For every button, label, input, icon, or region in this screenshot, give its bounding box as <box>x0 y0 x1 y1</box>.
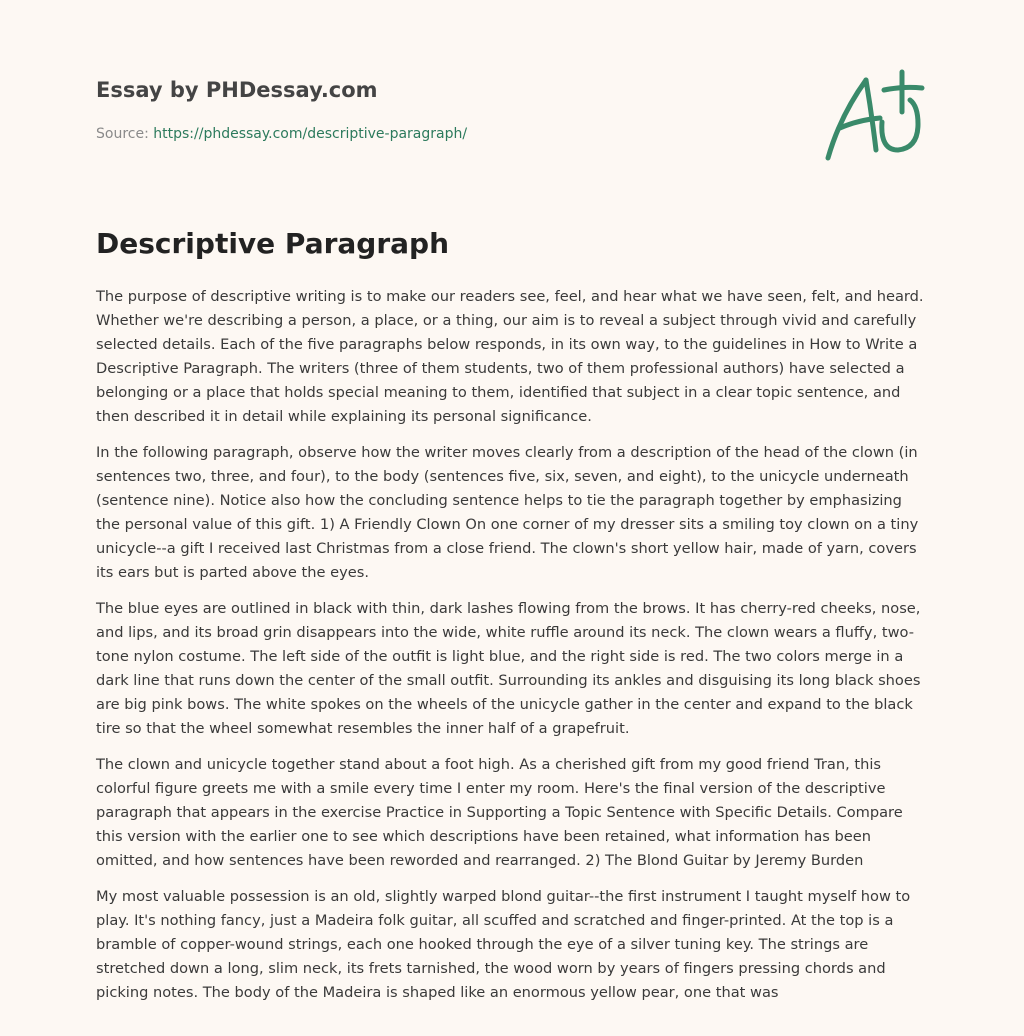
essay-paragraph: The blue eyes are outlined in black with thin, dark lashes flowing from the brows. It has cherry-red cheeks, nose, and lips, and its broad grin disappears into the wide, white ruffle around its neck. The clown wears a fluffy, two-tone nylon costume. The left side of the outfit is light blue, and the right side is red. The two colors merge in a dark line that runs down the center of the small outfit. Surrounding its ankles and disguising its long black shoes are big pink bows. The white spokes on the wheels of the unicycle gather in the center and expand to the black tire so that the wheel somewhat resembles the inner half of a grapefruit. <box>96 600 921 737</box>
site-title: Essay by PHDessay.com <box>96 78 378 102</box>
source-link[interactable]: https://phdessay.com/descriptive-paragraph/ <box>153 126 468 142</box>
source-line <box>96 124 796 144</box>
essay-paragraph: My most valuable possession is an old, slightly warped blond guitar--the first instrument I taught myself how to play. It's nothing fancy, just a Madeira folk guitar, all scuffed and scratched and finger-printed. At the top is a bramble of copper-wound strings, each one hooked through the eye of a silver tuning key. The strings are stretched down a long, slim neck, its frets tarnished, the wood worn by years of fingers pressing chords and picking notes. The body of the Madeira is shaped like an enormous yellow pear, one that was <box>96 888 911 1001</box>
essay-paragraph: In the following paragraph, observe how the writer moves clearly from a description of the head of the clown (in sentences two, three, and four), to the body (sentences five, six, seven, and eight), to the unicycle underneath (sentence nine). Notice also how the concluding sentence helps to tie the paragraph together by emphasizing the personal value of this gift. 1) A Friendly Clown On one corner of my dresser sits a smiling toy clown on a tiny unicycle--a gift I received last Christmas from a close friend. The clown's short yellow hair, made of yarn, covers its ears but is parted above the eyes. <box>96 444 919 581</box>
essay-paragraph: The clown and unicycle together stand about a foot high. As a cherished gift from my good friend Tran, this colorful figure greets me with a smile every time I enter my room. Here's the final version of the descriptive paragraph that appears in the exercise Practice in Supporting a Topic Sentence with Specific Details. Compare this version with the earlier one to see which descriptions have been retained, what information has been omitted, and how sentences have been reworded and rearranged. 2) The Blond Guitar by Jeremy Burden <box>96 756 903 869</box>
source-label: Source: <box>96 126 149 142</box>
essay-title: Descriptive Paragraph <box>96 227 450 260</box>
essay-body <box>96 285 930 1017</box>
page-header <box>96 76 796 144</box>
a-plus-grade-logo-icon <box>818 66 928 166</box>
essay-paragraph: The purpose of descriptive writing is to make our readers see, feel, and hear what we have seen, felt, and heard. Whether we're describing a person, a place, or a thing, our aim is to reveal a subject through vivid and carefully selected details. Each of the five paragraphs below responds, in its own way, to the guidelines in How to Write a Descriptive Paragraph. The writers (three of them students, two of them professional authors) have selected a belonging or a place that holds special meaning to them, identified that subject in a clear topic sentence, and then described it in detail while explaining its personal significance. <box>96 288 924 425</box>
